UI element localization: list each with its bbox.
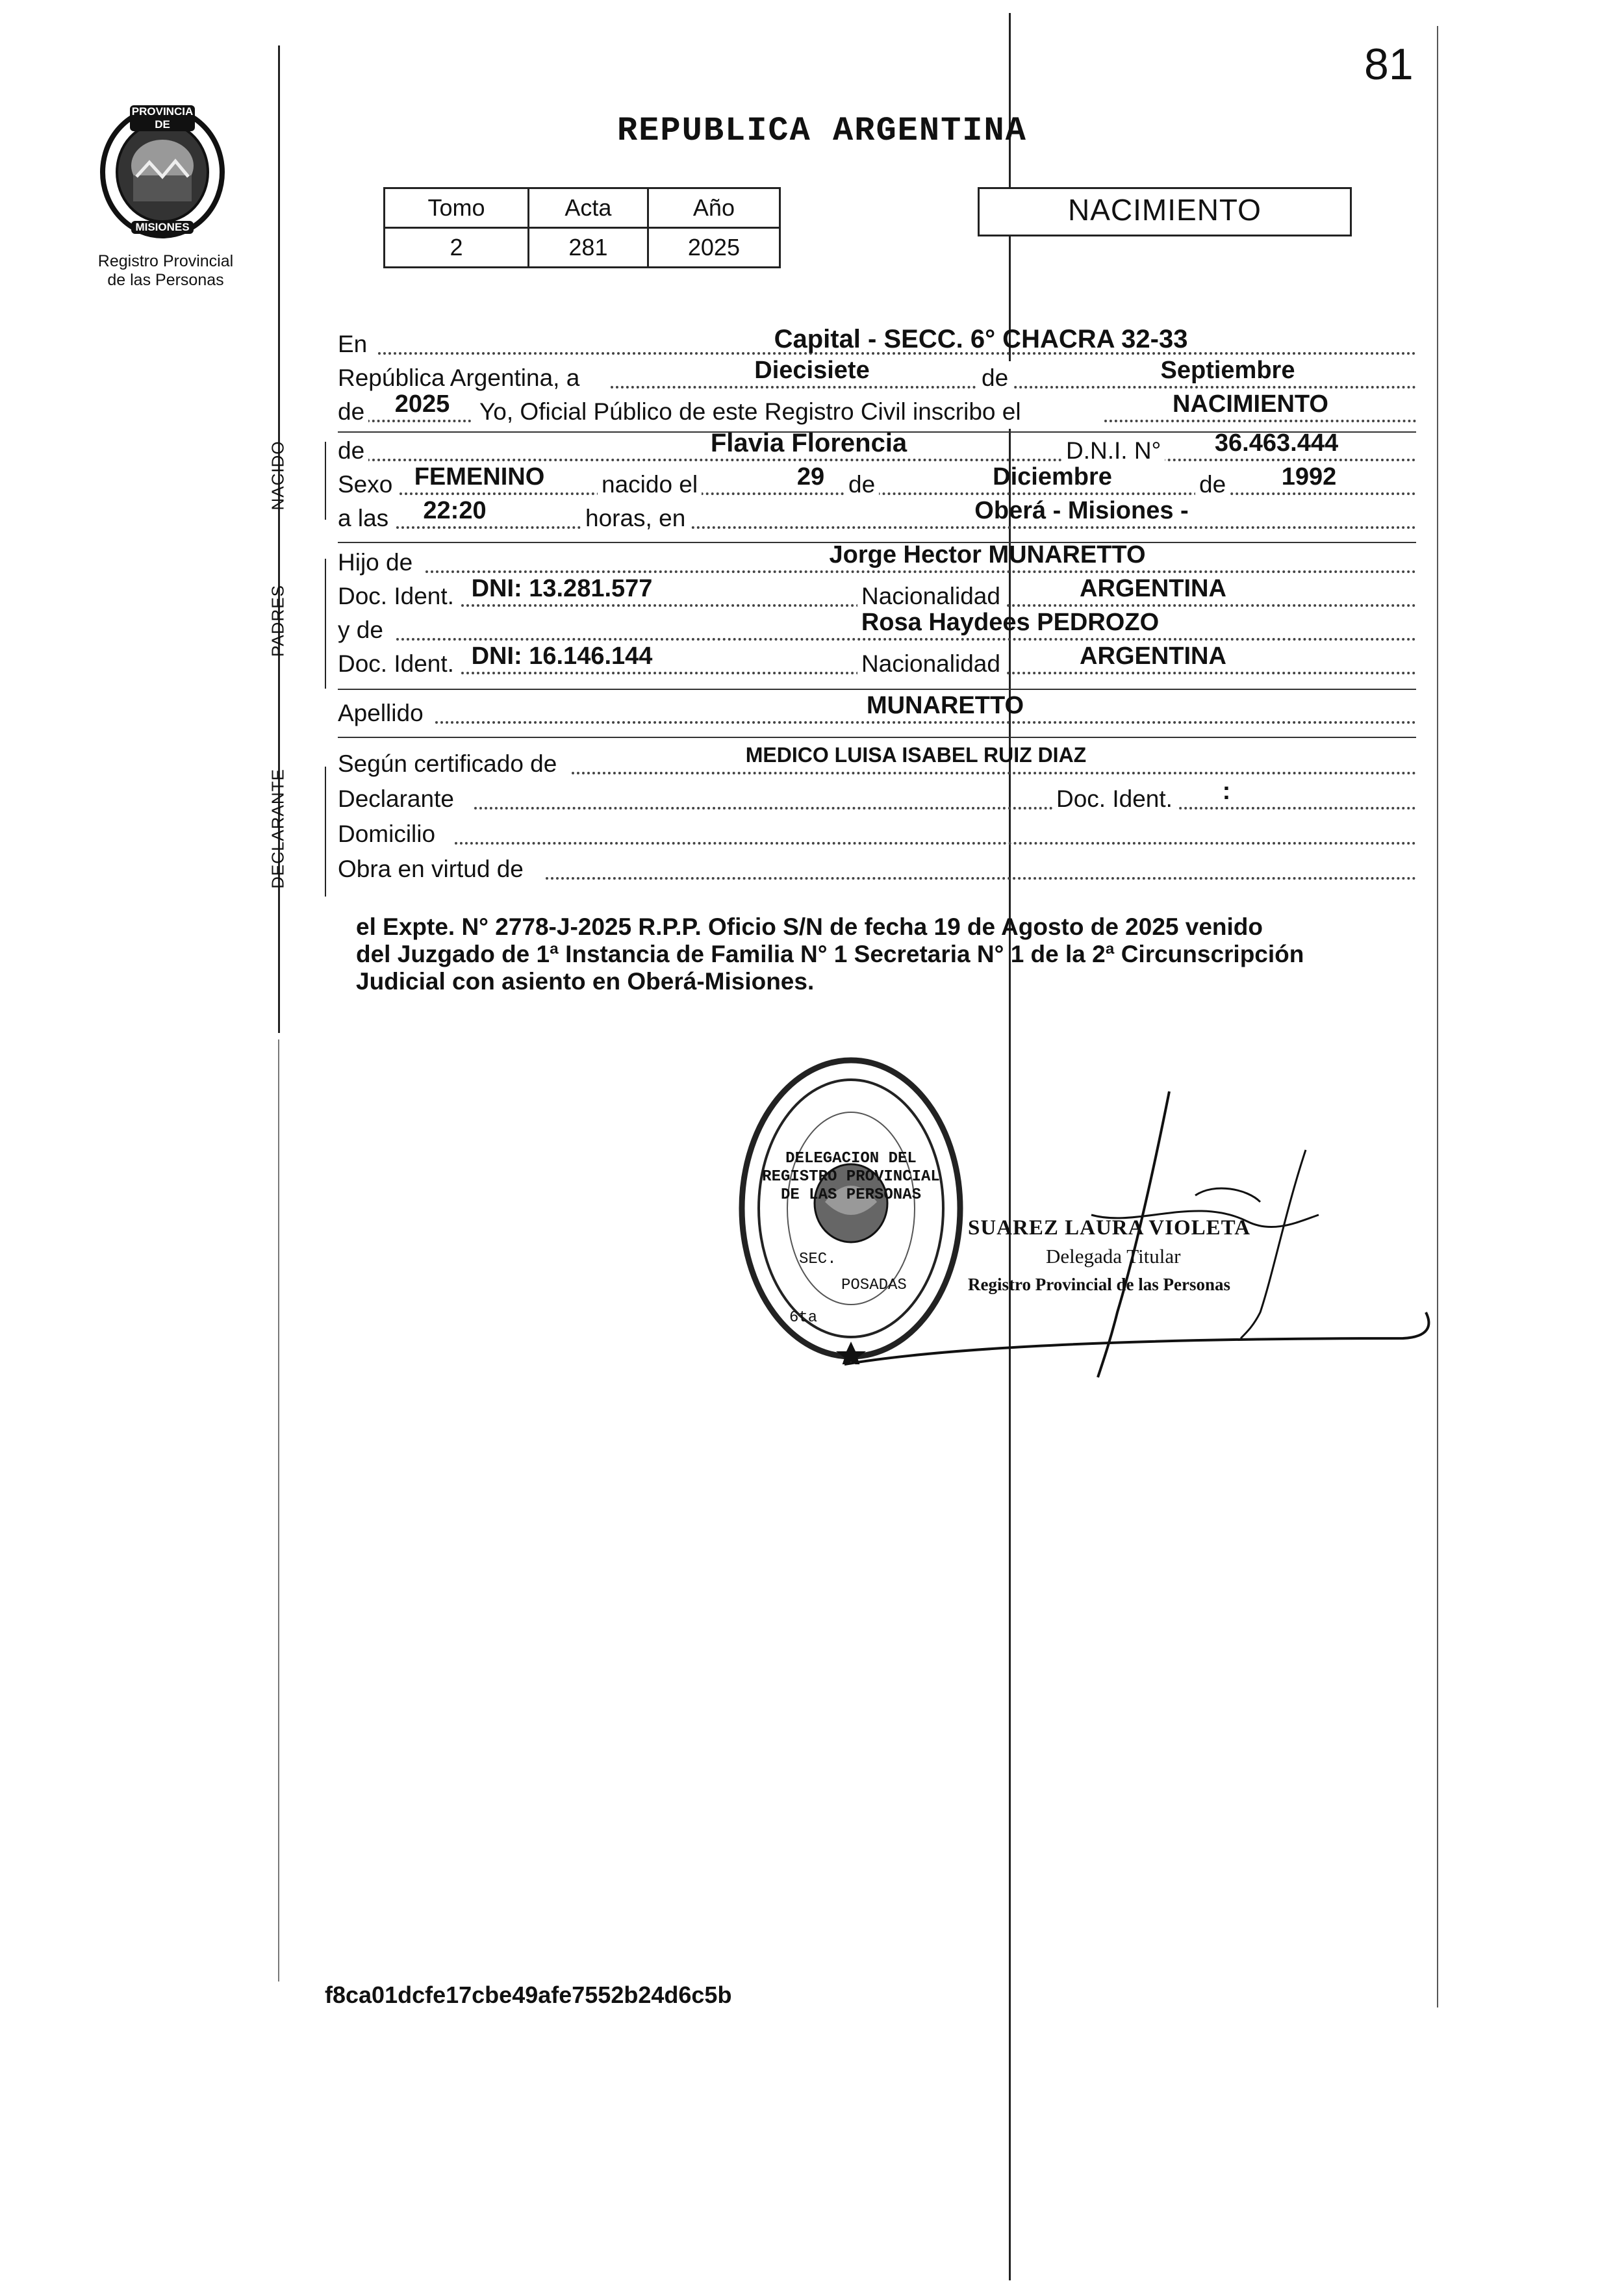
row-segun <box>338 743 1416 781</box>
legal-note <box>356 913 1434 995</box>
legal-note-line1: el Expte. N° 2778-J-2025 R.P.P. Oficio S/N de fecha 19 de Agosto de 2025 venido <box>356 913 1263 940</box>
birth-month-value: Diciembre <box>993 463 1112 491</box>
legal-note-line3: Judicial con asiento en Oberá-Misiones. <box>356 968 815 995</box>
seal-ring-text-bottom: MISIONES <box>131 221 194 234</box>
book-table-tomo: 2 <box>385 228 529 268</box>
country-title: REPUBLICA ARGENTINA <box>617 112 1027 150</box>
registry-caption <box>78 252 253 290</box>
dotted-line <box>400 492 1416 495</box>
time-value: 22:20 <box>423 497 487 524</box>
de-label: de <box>1195 468 1230 502</box>
inscribed-value: NACIMIENTO <box>1173 390 1328 418</box>
de-label: de <box>338 434 368 468</box>
en-label: En <box>338 327 371 361</box>
signature-role: Delegada Titular <box>1046 1245 1181 1268</box>
horas-label: horas, en <box>581 502 689 535</box>
stamp-ring-text: DELEGACION DEL REGISTRO PROVINCIAL DE LAS PERSONAS <box>762 1150 940 1204</box>
book-table-acta: 281 <box>529 228 648 268</box>
father-nationality: ARGENTINA <box>1080 575 1226 602</box>
book-table-header: Tomo <box>385 188 529 228</box>
stamp-inner-right: POSADAS <box>841 1277 907 1294</box>
dni-label: D.N.I. N° <box>1062 434 1165 468</box>
birth-place-value: Oberá - Misiones - <box>974 497 1189 524</box>
right-margin-line <box>1437 26 1438 2007</box>
book-table-header: Acta <box>529 188 648 228</box>
row-sexo <box>338 463 1416 502</box>
nacido-section-label: NACIDO <box>268 440 288 511</box>
sexo-value: FEMENINO <box>414 463 545 491</box>
year-value: 2025 <box>394 390 450 418</box>
declarante-section-bar <box>325 767 326 897</box>
a-las-label: a las <box>338 502 392 535</box>
signature-name: SUAREZ LAURA VIOLETA <box>968 1216 1251 1240</box>
row-domicilio <box>338 817 1416 851</box>
stamp-inner-left: SEC. <box>799 1251 837 1268</box>
nacionalidad-label: Nacionalidad <box>857 580 1004 613</box>
row-obra <box>338 852 1416 886</box>
book-table-ano: 2025 <box>648 228 780 268</box>
padres-section-bar <box>325 559 326 689</box>
mother-nationality: ARGENTINA <box>1080 643 1226 670</box>
child-name: Flavia Florencia <box>710 429 907 457</box>
obra-label: Obra en virtud de <box>338 852 527 886</box>
legal-note-line2: del Juzgado de 1ª Instancia de Familia N° 1 Secretaria N° 1 de la 2ª Circunscripción <box>356 941 1304 967</box>
registry-caption-line2: de las Personas <box>107 271 224 289</box>
book-table-header: Año <box>648 188 780 228</box>
dotted-line <box>572 772 1416 774</box>
nacido-section-bar <box>325 442 326 520</box>
oficial-text: Yo, Oficial Público de este Registro Civil inscribo el <box>476 395 1025 429</box>
nacido-label: nacido el <box>598 468 702 502</box>
declarante-doc-label: Doc. Ident. <box>1052 782 1176 816</box>
row-declarante <box>338 778 1416 816</box>
year-label: de <box>338 395 368 429</box>
de-label: de <box>844 468 879 502</box>
registry-logo <box>97 104 227 240</box>
document-hash: f8ca01dcfe17cbe49afe7552b24d6c5b <box>325 1982 732 2008</box>
y-de-label: y de <box>338 613 387 647</box>
doc-ident-label: Doc. Ident. <box>338 647 458 681</box>
book-table-header-row <box>385 188 780 228</box>
dotted-line <box>474 807 1416 809</box>
padres-section-label: PADRES <box>268 585 288 657</box>
left-margin-line-lower <box>278 1039 279 1982</box>
signature-office: Registro Provincial de las Personas <box>968 1275 1230 1294</box>
act-type-label: NACIMIENTO <box>1068 193 1262 227</box>
registry-caption-line1: Registro Provincial <box>97 252 234 270</box>
row-a-las <box>338 497 1416 535</box>
day-value: Diecisiete <box>754 357 870 384</box>
father-doc-value: DNI: 13.281.577 <box>471 575 653 602</box>
sexo-label: Sexo <box>338 468 396 502</box>
mother-name: Rosa Haydees PEDROZO <box>861 609 1160 636</box>
father-name: Jorge Hector MUNARETTO <box>829 541 1146 568</box>
month-value: Septiembre <box>1160 357 1295 384</box>
segun-label: Según certificado de <box>338 747 561 781</box>
nacionalidad-label: Nacionalidad <box>857 647 1004 681</box>
dni-value: 36.463.444 <box>1214 429 1339 457</box>
dotted-line <box>546 877 1416 880</box>
row-mother-doc <box>338 643 1416 681</box>
place-value: Capital - SECC. 6° CHACRA 32-33 <box>774 325 1188 353</box>
mother-doc-value: DNI: 16.146.144 <box>471 643 653 670</box>
de-label: de <box>978 361 1012 395</box>
row-oficial <box>338 390 1416 429</box>
page-number: 81 <box>1364 40 1414 89</box>
book-table <box>383 187 781 268</box>
certificate-value: MEDICO LUISA ISABEL RUIZ DIAZ <box>745 743 1087 767</box>
hijo-label: Hijo de <box>338 546 416 580</box>
dotted-line <box>396 526 1416 529</box>
seal-ring-text-top: PROVINCIA DE <box>130 105 195 131</box>
dotted-line <box>455 842 1416 845</box>
declarante-doc-value: : <box>1222 778 1231 805</box>
apellido-value: MUNARETTO <box>866 692 1024 719</box>
stamp-inner-number: 6ta <box>789 1309 818 1327</box>
doc-ident-label: Doc. Ident. <box>338 580 458 613</box>
declarante-section-label: DECLARANTE <box>268 769 288 889</box>
domicilio-label: Domicilio <box>338 817 439 851</box>
republica-label: República Argentina, a <box>338 361 583 395</box>
birth-year-value: 1992 <box>1281 463 1337 491</box>
row-apellido <box>338 692 1416 730</box>
apellido-label: Apellido <box>338 696 427 730</box>
birth-day-value: 29 <box>796 463 825 491</box>
book-table-value-row <box>385 228 780 268</box>
declarante-label: Declarante <box>338 782 458 816</box>
